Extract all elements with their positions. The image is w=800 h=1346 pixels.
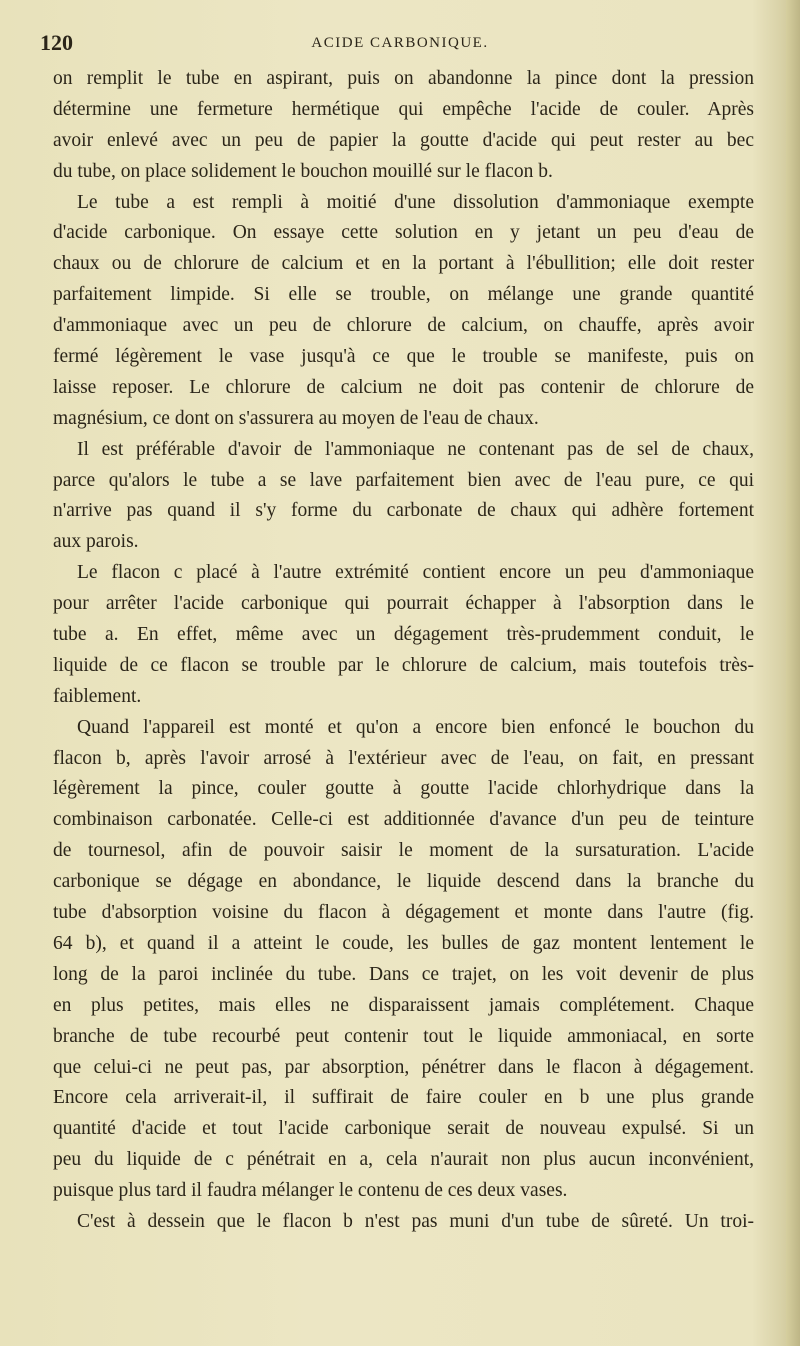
text-line: que celui-ci ne peut pas, par absorption, pénétrer dans le flacon à dégagement. <box>53 1056 754 1078</box>
text-line: Il est préférable d'avoir de l'ammoniaque ne contenant pas de sel de chaux, <box>77 438 754 460</box>
text-line: long de la paroi inclinée du tube. Dans ce trajet, on les voit devenir de plus <box>53 963 754 985</box>
text-line: détermine une fermeture hermétique qui empêche l'acide de couler. Après <box>53 98 754 120</box>
text-line: parfaitement limpide. Si elle se trouble, on mélange une grande quantité <box>53 284 754 306</box>
text-line: Le flacon c placé à l'autre extrémité contient encore un peu d'ammoniaque <box>77 562 754 584</box>
text-line: de tournesol, afin de pouvoir saisir le moment de la sursaturation. L'acide <box>53 840 754 862</box>
text-line: branche de tube recourbé peut contenir tout le liquide ammoniacal, en sorte <box>53 1025 754 1047</box>
text-line: aux parois. <box>53 531 139 553</box>
text-line: chaux ou de chlorure de calcium et en la portant à l'ébullition; elle doit rester <box>53 253 754 275</box>
text-line: en plus petites, mais elles ne disparaissent jamais complétement. Chaque <box>53 994 754 1016</box>
text-line: 64 b), et quand il a atteint le coude, les bulles de gaz montent lentement le <box>53 932 754 954</box>
text-line: Quand l'appareil est monté et qu'on a encore bien enfoncé le bouchon du <box>77 716 754 738</box>
text-line: combinaison carbonatée. Celle-ci est additionnée d'avance d'un peu de teinture <box>53 809 754 831</box>
text-line: du tube, on place solidement le bouchon mouillé sur le flacon b. <box>53 160 553 182</box>
text-line: Le tube a est rempli à moitié d'une dissolution d'ammoniaque exempte <box>77 191 754 213</box>
text-line: magnésium, ce dont on s'assurera au moyen de l'eau de chaux. <box>53 407 539 429</box>
text-line: liquide de ce flacon se trouble par le chlorure de calcium, mais toutefois très- <box>53 654 754 676</box>
text-line: flacon b, après l'avoir arrosé à l'extérieur avec de l'eau, on fait, en pressant <box>53 747 754 769</box>
text-line: parce qu'alors le tube a se lave parfaitement bien avec de l'eau pure, ce qui <box>53 469 754 491</box>
text-line: avoir enlevé avec un peu de papier la goutte d'acide qui peut rester au bec <box>53 129 754 151</box>
text-line: carbonique se dégage en abondance, le liquide descend dans la branche du <box>53 871 754 893</box>
page-number: 120 <box>40 30 73 55</box>
text-line: Encore cela arriverait-il, il suffirait de faire couler en b une plus grande <box>53 1087 754 1109</box>
text-line: faiblement. <box>53 685 142 707</box>
text-line: laisse reposer. Le chlorure de calcium ne doit pas contenir de chlorure de <box>53 376 754 398</box>
running-title: ACIDE CARBONIQUE. <box>311 35 489 51</box>
text-line: puisque plus tard il faudra mélanger le contenu de ces deux vases. <box>53 1180 568 1202</box>
text-line: tube d'absorption voisine du flacon à dégagement et monte dans l'autre (fig. <box>53 902 754 924</box>
page-edge <box>786 0 800 1346</box>
text-line: légèrement la pince, couler goutte à goutte l'acide chlorhydrique dans la <box>53 778 754 800</box>
text-line: peu du liquide de c pénétrait en a, cela n'aurait non plus aucun inconvénient, <box>53 1149 754 1171</box>
body-text <box>53 64 754 1238</box>
text-line: d'acide carbonique. On essaye cette solution en y jetant un peu d'eau de <box>53 222 754 244</box>
text-line: quantité d'acide et tout l'acide carbonique serait de nouveau expulsé. Si un <box>53 1118 754 1140</box>
text-line: C'est à dessein que le flacon b n'est pas muni d'un tube de sûreté. Un troi- <box>77 1210 754 1232</box>
text-line: d'ammoniaque avec un peu de chlorure de calcium, on chauffe, après avoir <box>53 315 754 337</box>
text-line: tube a. En effet, même avec un dégagement très-prudemment conduit, le <box>53 624 754 646</box>
text-line: n'arrive pas quand il s'y forme du carbonate de chaux qui adhère fortement <box>53 500 754 522</box>
text-line: pour arrêter l'acide carbonique qui pourrait échapper à l'absorption dans le <box>53 593 754 615</box>
text-line: on remplit le tube en aspirant, puis on abandonne la pince dont la pression <box>53 68 754 89</box>
text-line: fermé légèrement le vase jusqu'à ce que le trouble se manifeste, puis on <box>53 346 754 368</box>
